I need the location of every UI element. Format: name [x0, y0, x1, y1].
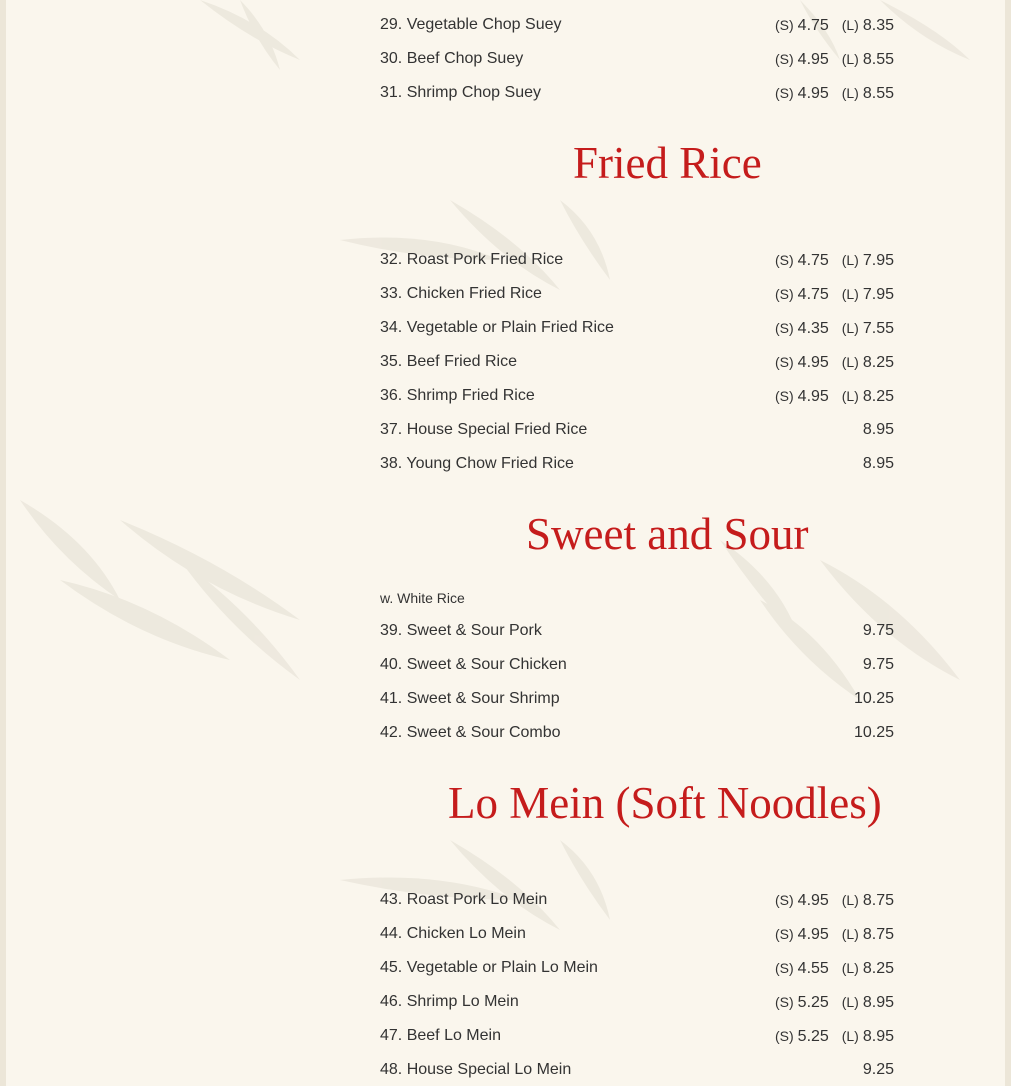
small-price: (S) 4.95 — [775, 85, 829, 102]
small-price: (S) 4.75 — [775, 286, 829, 303]
small-price: (S) 4.95 — [775, 892, 829, 909]
price: 10.25 — [853, 690, 894, 707]
section-title-sweet-and-sour: Sweet and Sour — [526, 509, 809, 559]
small-price: (S) 5.25 — [775, 994, 829, 1011]
small-price: (S) 4.35 — [775, 320, 829, 337]
item-name: 32. Roast Pork Fried Rice — [380, 251, 564, 268]
price: 9.75 — [862, 622, 894, 639]
menu-item — [380, 889, 894, 911]
small-price: (S) 4.95 — [775, 926, 829, 943]
large-price: (L) 8.55 — [841, 85, 894, 102]
price: 10.25 — [853, 724, 894, 741]
menu-item — [380, 14, 894, 36]
menu-item — [380, 654, 894, 676]
large-price: (L) 8.25 — [841, 354, 894, 371]
large-price: (L) 8.55 — [841, 51, 894, 68]
item-name: 30. Beef Chop Suey — [380, 50, 524, 67]
small-price: (S) 4.95 — [775, 51, 829, 68]
page-left-edge — [0, 0, 6, 1086]
item-name: 48. House Special Lo Mein — [380, 1061, 572, 1078]
menu-item — [380, 991, 894, 1013]
large-price: (L) 8.35 — [841, 17, 894, 34]
item-name: 29. Vegetable Chop Suey — [380, 16, 562, 33]
item-name: 41. Sweet & Sour Shrimp — [380, 690, 560, 707]
menu-item — [380, 419, 894, 441]
large-price: (L) 7.95 — [841, 286, 894, 303]
item-name: 42. Sweet & Sour Combo — [380, 724, 561, 741]
price: 9.75 — [862, 656, 894, 673]
item-name: 43. Roast Pork Lo Mein — [380, 891, 548, 908]
large-price: (L) 8.75 — [841, 926, 894, 943]
menu-item — [380, 317, 894, 339]
large-price: (L) 7.55 — [841, 320, 894, 337]
price: 8.95 — [862, 421, 894, 438]
small-price: (S) 4.95 — [775, 388, 829, 405]
menu-item — [380, 957, 894, 979]
item-name: 47. Beef Lo Mein — [380, 1027, 501, 1044]
menu-item — [380, 1025, 894, 1047]
large-price: (L) 8.25 — [841, 960, 894, 977]
large-price: (L) 8.75 — [841, 892, 894, 909]
item-name: 45. Vegetable or Plain Lo Mein — [380, 959, 598, 976]
price: 8.95 — [862, 455, 894, 472]
item-name: 33. Chicken Fried Rice — [380, 285, 542, 302]
section-title-fried-rice: Fried Rice — [573, 138, 762, 188]
menu-item — [380, 351, 894, 373]
page-right-edge — [1005, 0, 1011, 1086]
menu-item — [380, 249, 894, 271]
menu-item — [380, 722, 894, 744]
item-name: 35. Beef Fried Rice — [380, 353, 517, 370]
small-price: (S) 4.95 — [775, 354, 829, 371]
menu-item — [380, 82, 894, 104]
item-name: 40. Sweet & Sour Chicken — [380, 656, 567, 673]
item-name: 39. Sweet & Sour Pork — [380, 622, 542, 639]
item-name: 34. Vegetable or Plain Fried Rice — [380, 319, 614, 336]
section-title-lo-mein: Lo Mein (Soft Noodles) — [448, 778, 882, 828]
item-name: 36. Shrimp Fried Rice — [380, 387, 535, 404]
menu-item — [380, 48, 894, 70]
menu-item — [380, 453, 894, 475]
large-price: (L) 8.95 — [841, 1028, 894, 1045]
menu-item — [380, 923, 894, 945]
large-price: (L) 8.25 — [841, 388, 894, 405]
small-price: (S) 4.75 — [775, 252, 829, 269]
small-price: (S) 5.25 — [775, 1028, 829, 1045]
small-price: (S) 4.75 — [775, 17, 829, 34]
item-name: 44. Chicken Lo Mein — [380, 925, 526, 942]
item-name: 46. Shrimp Lo Mein — [380, 993, 519, 1010]
large-price: (L) 8.95 — [841, 994, 894, 1011]
item-name: 38. Young Chow Fried Rice — [380, 455, 574, 472]
small-price: (S) 4.55 — [775, 960, 829, 977]
item-name: 31. Shrimp Chop Suey — [380, 84, 541, 101]
menu-item — [380, 1059, 894, 1081]
menu-item — [380, 620, 894, 642]
item-name: 37. House Special Fried Rice — [380, 421, 588, 438]
menu-item — [380, 688, 894, 710]
menu-item — [380, 385, 894, 407]
menu-item — [380, 283, 894, 305]
price: 9.25 — [862, 1061, 894, 1078]
large-price: (L) 7.95 — [841, 252, 894, 269]
section-note: w. White Rice — [380, 590, 465, 606]
